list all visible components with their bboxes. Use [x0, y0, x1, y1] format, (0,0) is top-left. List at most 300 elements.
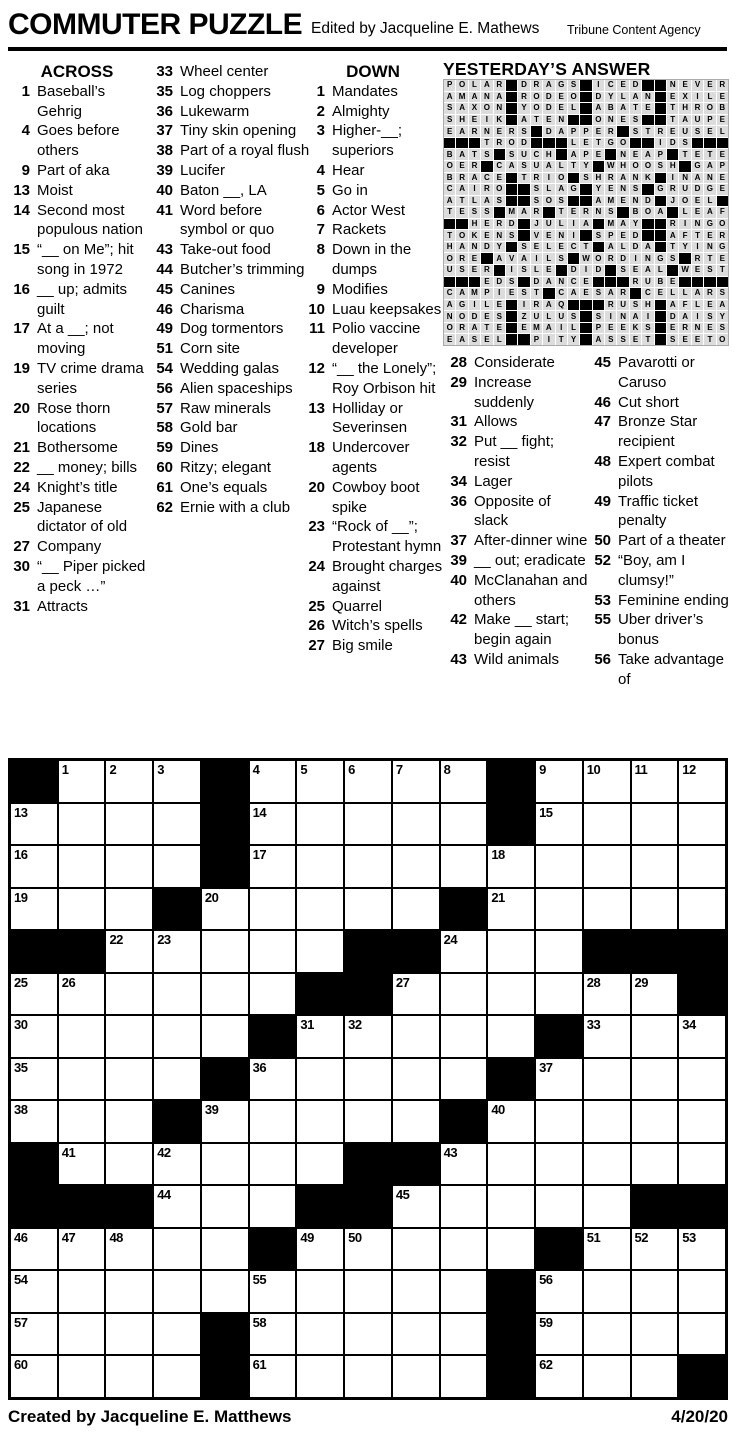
grid-cell[interactable] [58, 888, 106, 931]
clue-across-38 [149, 141, 312, 161]
answer-black-cell [506, 103, 517, 114]
clue-number: 37 [450, 532, 467, 550]
answer-black-cell [642, 80, 653, 91]
answer-letter-cell: S [679, 138, 690, 149]
grid-cell[interactable] [58, 1228, 106, 1271]
grid-cell[interactable] [344, 1355, 392, 1398]
clue-across-30 [6, 557, 148, 597]
grid-cell[interactable] [678, 888, 726, 931]
answer-black-cell [456, 219, 467, 230]
grid-cell[interactable] [583, 1313, 631, 1356]
answer-letter-cell: I [469, 300, 480, 311]
grid-cell[interactable] [440, 1355, 488, 1398]
answer-letter-cell: O [531, 92, 542, 103]
grid-cell[interactable] [678, 1143, 726, 1186]
grid-cell[interactable] [153, 845, 201, 888]
grid-cell[interactable] [105, 1355, 153, 1398]
grid-cell-number: 42 [157, 1144, 171, 1160]
grid-cell[interactable] [535, 1355, 583, 1398]
answer-letter-cell: S [630, 115, 641, 126]
answer-letter-cell: Q [556, 300, 567, 311]
grid-cell[interactable] [535, 973, 583, 1016]
grid-cell[interactable] [249, 973, 297, 1016]
answer-letter-cell: A [543, 277, 554, 288]
grid-cell[interactable] [583, 1143, 631, 1186]
grid-cell[interactable] [296, 1100, 344, 1143]
answer-letter-cell: A [444, 196, 455, 207]
grid-cell[interactable] [392, 803, 440, 846]
grid-cell[interactable] [487, 1100, 535, 1143]
grid-cell[interactable] [678, 1015, 726, 1058]
clue-number: 35 [156, 82, 173, 100]
answer-black-cell [593, 277, 604, 288]
clue-text: At a __; not moving [37, 320, 114, 358]
grid-cell[interactable] [631, 888, 679, 931]
grid-cell[interactable] [10, 1228, 58, 1271]
grid-cell[interactable] [105, 760, 153, 803]
clue-text: __ up; admits guilt [37, 280, 128, 318]
grid-cell[interactable] [678, 1058, 726, 1101]
grid-cell[interactable] [631, 1100, 679, 1143]
grid-cell[interactable] [678, 760, 726, 803]
answer-letter-cell: G [704, 184, 715, 195]
grid-cell-number: 51 [586, 1229, 601, 1245]
grid-cell[interactable] [249, 888, 297, 931]
answer-letter-cell: E [717, 149, 728, 160]
answer-black-cell [444, 219, 455, 230]
grid-cell[interactable] [535, 1185, 583, 1228]
grid-cell[interactable] [58, 1100, 106, 1143]
grid-cell[interactable] [487, 888, 535, 931]
grid-cell[interactable] [631, 1143, 679, 1186]
grid-cell[interactable] [249, 1313, 297, 1356]
clue-down-52 [587, 551, 736, 591]
answer-letter-cell: H [444, 242, 455, 253]
clue-number: 45 [156, 280, 173, 298]
grid-black-cell [583, 930, 631, 973]
answer-letter-cell: I [543, 173, 554, 184]
grid-cell[interactable] [296, 760, 344, 803]
grid-cell[interactable] [440, 1228, 488, 1271]
answer-letter-cell: L [543, 311, 554, 322]
clue-text: Mandates [332, 82, 398, 100]
answer-letter-cell: S [717, 288, 728, 299]
grid-cell[interactable] [105, 1100, 153, 1143]
grid-cell[interactable] [631, 1355, 679, 1398]
grid-cell[interactable] [201, 973, 249, 1016]
grid-cell[interactable] [440, 1143, 488, 1186]
grid-cell[interactable] [440, 845, 488, 888]
grid-cell[interactable] [583, 1058, 631, 1101]
grid-cell[interactable] [631, 760, 679, 803]
grid-cell[interactable] [10, 1058, 58, 1101]
grid-cell[interactable] [344, 1100, 392, 1143]
answer-letter-cell: N [617, 149, 628, 160]
answer-letter-cell: I [556, 323, 567, 334]
grid-cell-number: 55 [252, 1272, 267, 1288]
grid-cell[interactable] [535, 1313, 583, 1356]
grid-black-cell [153, 888, 201, 931]
grid-cell[interactable] [153, 760, 201, 803]
answer-letter-cell: E [667, 92, 678, 103]
grid-cell-number: 32 [348, 1017, 362, 1033]
answer-letter-cell: R [531, 173, 542, 184]
grid-cell[interactable] [105, 973, 153, 1016]
grid-cell[interactable] [440, 1313, 488, 1356]
grid-cell[interactable] [392, 1313, 440, 1356]
grid-cell[interactable] [249, 803, 297, 846]
answer-letter-cell: C [481, 173, 492, 184]
grid-cell[interactable] [440, 1185, 488, 1228]
clue-text: Part of aka [37, 161, 110, 179]
grid-cell[interactable] [631, 1228, 679, 1271]
grid-cell[interactable] [58, 1058, 106, 1101]
answer-black-cell [506, 300, 517, 311]
grid-cell[interactable] [10, 1015, 58, 1058]
grid-cell[interactable] [296, 1143, 344, 1186]
clue-number: 18 [308, 439, 325, 457]
grid-cell[interactable] [631, 973, 679, 1016]
grid-cell[interactable] [153, 1270, 201, 1313]
grid-cell[interactable] [153, 803, 201, 846]
grid-cell[interactable] [58, 1143, 106, 1186]
grid-cell[interactable] [153, 1015, 201, 1058]
grid-cell[interactable] [249, 930, 297, 973]
clue-text: Down in the dumps [332, 241, 412, 278]
answer-black-cell [518, 184, 529, 195]
grid-cell[interactable] [440, 930, 488, 973]
grid-cell[interactable] [392, 1185, 440, 1228]
grid-cell[interactable] [392, 845, 440, 888]
answer-letter-cell: A [642, 149, 653, 160]
grid-cell[interactable] [249, 1270, 297, 1313]
clue-text: Raw minerals [180, 399, 271, 417]
clue-number: 24 [13, 478, 30, 496]
grid-cell[interactable] [440, 1015, 488, 1058]
grid-cell[interactable] [631, 1058, 679, 1101]
grid-cell[interactable] [344, 1313, 392, 1356]
answer-letter-cell: K [469, 230, 480, 241]
answer-letter-cell: I [543, 334, 554, 345]
grid-cell[interactable] [344, 803, 392, 846]
grid-cell[interactable] [487, 973, 535, 1016]
answer-black-cell [580, 334, 591, 345]
grid-cell[interactable] [487, 1143, 535, 1186]
grid-cell[interactable] [392, 1100, 440, 1143]
grid-cell[interactable] [105, 1228, 153, 1271]
grid-cell[interactable] [201, 1185, 249, 1228]
grid-cell[interactable] [10, 803, 58, 846]
grid-black-cell [296, 973, 344, 1016]
grid-cell[interactable] [10, 1100, 58, 1143]
grid-cell[interactable] [535, 930, 583, 973]
grid-cell[interactable] [392, 1015, 440, 1058]
clue-number: 54 [156, 359, 173, 377]
grid-cell[interactable] [631, 1313, 679, 1356]
answer-black-cell [481, 253, 492, 264]
grid-cell[interactable] [153, 1143, 201, 1186]
grid-cell[interactable] [344, 760, 392, 803]
grid-cell[interactable] [392, 888, 440, 931]
grid-cell[interactable] [631, 845, 679, 888]
grid-cell[interactable] [296, 1270, 344, 1313]
answer-letter-cell: I [642, 311, 653, 322]
grid-cell[interactable] [344, 1270, 392, 1313]
grid-cell[interactable] [583, 1270, 631, 1313]
answer-black-cell [481, 161, 492, 172]
grid-cell[interactable] [678, 1313, 726, 1356]
grid-cell[interactable] [678, 845, 726, 888]
grid-cell[interactable] [201, 1100, 249, 1143]
answer-letter-cell: H [667, 161, 678, 172]
grid-cell[interactable] [583, 1100, 631, 1143]
grid-cell[interactable] [392, 1228, 440, 1271]
answer-letter-cell: N [494, 103, 505, 114]
grid-cell[interactable] [58, 1355, 106, 1398]
answer-letter-cell: N [494, 230, 505, 241]
answer-letter-cell: S [494, 311, 505, 322]
grid-cell[interactable] [487, 845, 535, 888]
answer-letter-cell: A [543, 161, 554, 172]
grid-cell[interactable] [249, 1355, 297, 1398]
grid-cell[interactable] [392, 1058, 440, 1101]
answer-letter-cell: C [444, 184, 455, 195]
grid-cell[interactable] [249, 1058, 297, 1101]
grid-cell[interactable] [58, 1270, 106, 1313]
grid-cell[interactable] [535, 1100, 583, 1143]
answer-letter-cell: S [518, 126, 529, 137]
clue-across-62 [149, 498, 312, 518]
grid-cell[interactable] [58, 803, 106, 846]
grid-cell[interactable] [535, 760, 583, 803]
clue-text: Considerate [474, 354, 555, 371]
grid-cell[interactable] [440, 803, 488, 846]
grid-cell[interactable] [58, 1015, 106, 1058]
grid-cell[interactable] [201, 1270, 249, 1313]
answer-letter-cell: R [667, 184, 678, 195]
grid-cell[interactable] [201, 930, 249, 973]
grid-cell[interactable] [58, 973, 106, 1016]
grid-cell[interactable] [105, 1313, 153, 1356]
answer-black-cell [506, 173, 517, 184]
answer-black-cell [518, 277, 529, 288]
answer-letter-cell: D [630, 80, 641, 91]
answer-letter-cell: B [655, 277, 666, 288]
grid-cell[interactable] [296, 930, 344, 973]
grid-cell[interactable] [249, 845, 297, 888]
grid-cell[interactable] [296, 1015, 344, 1058]
grid-cell[interactable] [201, 1143, 249, 1186]
grid-black-cell [631, 1185, 679, 1228]
grid-cell[interactable] [631, 1015, 679, 1058]
grid-cell-number: 3 [157, 762, 164, 777]
grid-cell[interactable] [296, 1058, 344, 1101]
grid-cell[interactable] [344, 845, 392, 888]
answer-letter-cell: N [481, 92, 492, 103]
grid-cell[interactable] [583, 888, 631, 931]
answer-black-cell [568, 196, 579, 207]
answer-letter-cell: A [580, 219, 591, 230]
grid-cell[interactable] [344, 1228, 392, 1271]
grid-cell[interactable] [296, 888, 344, 931]
grid-cell[interactable] [58, 845, 106, 888]
grid-cell[interactable] [344, 1058, 392, 1101]
answer-letter-cell: L [494, 334, 505, 345]
grid-cell[interactable] [344, 1015, 392, 1058]
answer-letter-cell: E [481, 311, 492, 322]
answer-black-cell [580, 323, 591, 334]
grid-cell[interactable] [487, 930, 535, 973]
answer-letter-cell: H [469, 219, 480, 230]
grid-cell[interactable] [153, 973, 201, 1016]
grid-cell[interactable] [583, 1228, 631, 1271]
grid-cell[interactable] [487, 1015, 535, 1058]
grid-cell[interactable] [631, 803, 679, 846]
grid-cell[interactable] [296, 845, 344, 888]
grid-cell[interactable] [201, 1015, 249, 1058]
grid-cell[interactable] [153, 1313, 201, 1356]
grid-cell[interactable] [631, 1270, 679, 1313]
grid-cell[interactable] [440, 973, 488, 1016]
grid-cell[interactable] [153, 1185, 201, 1228]
grid-cell[interactable] [153, 1355, 201, 1398]
answer-letter-cell: D [630, 242, 641, 253]
crossword-grid [8, 758, 728, 1400]
answer-black-cell [580, 196, 591, 207]
grid-cell[interactable] [535, 1270, 583, 1313]
answer-letter-cell: R [692, 103, 703, 114]
clue-text: Japanese dictator of old [37, 498, 128, 536]
grid-cell[interactable] [153, 930, 201, 973]
grid-cell[interactable] [583, 973, 631, 1016]
grid-cell[interactable] [583, 1185, 631, 1228]
grid-cell[interactable] [249, 1100, 297, 1143]
clue-number: 27 [13, 538, 30, 556]
answer-letter-cell: I [568, 230, 579, 241]
grid-cell[interactable] [535, 803, 583, 846]
grid-cell[interactable] [105, 845, 153, 888]
grid-cell[interactable] [344, 888, 392, 931]
answer-letter-cell: T [531, 115, 542, 126]
grid-cell[interactable] [678, 1228, 726, 1271]
clue-across-25 [6, 498, 148, 538]
grid-cell[interactable] [105, 803, 153, 846]
grid-cell[interactable] [296, 1228, 344, 1271]
answer-letter-cell: T [518, 173, 529, 184]
grid-cell[interactable] [392, 1270, 440, 1313]
grid-cell[interactable] [678, 1270, 726, 1313]
grid-cell[interactable] [10, 888, 58, 931]
grid-cell[interactable] [153, 1058, 201, 1101]
grid-cell[interactable] [58, 760, 106, 803]
grid-cell[interactable] [105, 1270, 153, 1313]
clue-number: 8 [316, 241, 325, 259]
grid-cell[interactable] [440, 760, 488, 803]
grid-cell[interactable] [392, 760, 440, 803]
answer-letter-cell: A [543, 80, 554, 91]
clue-across-9 [6, 161, 148, 181]
grid-cell[interactable] [487, 1185, 535, 1228]
clue-across-57 [149, 399, 312, 419]
grid-cell[interactable] [58, 1313, 106, 1356]
agency-line: Tribune Content Agency [567, 23, 701, 37]
grid-cell[interactable] [583, 760, 631, 803]
grid-cell[interactable] [153, 1228, 201, 1271]
answer-black-cell [617, 277, 628, 288]
grid-cell[interactable] [583, 803, 631, 846]
grid-cell[interactable] [535, 888, 583, 931]
grid-cell-number: 6 [348, 762, 355, 777]
grid-cell[interactable] [10, 1355, 58, 1398]
grid-cell[interactable] [10, 1313, 58, 1356]
answer-black-cell [655, 196, 666, 207]
grid-cell[interactable] [392, 973, 440, 1016]
grid-cell[interactable] [296, 1313, 344, 1356]
grid-cell[interactable] [487, 1228, 535, 1271]
clue-text: Quarrel [332, 597, 383, 615]
answer-letter-cell: E [568, 207, 579, 218]
grid-cell[interactable] [10, 973, 58, 1016]
answer-letter-cell: H [679, 103, 690, 114]
answer-letter-cell: S [481, 207, 492, 218]
grid-cell[interactable] [201, 1228, 249, 1271]
grid-cell[interactable] [10, 845, 58, 888]
grid-cell[interactable] [535, 845, 583, 888]
grid-cell-number: 15 [539, 804, 553, 820]
answer-letter-cell: E [444, 334, 455, 345]
grid-cell[interactable] [249, 1143, 297, 1186]
grid-cell[interactable] [10, 1270, 58, 1313]
grid-cell[interactable] [535, 1058, 583, 1101]
answer-letter-cell: E [580, 288, 591, 299]
grid-cell[interactable] [105, 1058, 153, 1101]
grid-cell[interactable] [583, 1355, 631, 1398]
answer-letter-cell: A [543, 323, 554, 334]
grid-cell[interactable] [535, 1143, 583, 1186]
grid-cell[interactable] [678, 1100, 726, 1143]
answer-black-cell [531, 138, 542, 149]
clue-number: 56 [156, 379, 173, 397]
grid-cell[interactable] [678, 803, 726, 846]
clue-down-7 [301, 220, 445, 240]
grid-cell[interactable] [249, 1185, 297, 1228]
grid-cell[interactable] [105, 930, 153, 973]
grid-cell[interactable] [583, 845, 631, 888]
clue-number: 11 [309, 320, 325, 338]
answer-letter-cell: E [543, 115, 554, 126]
answer-black-cell [469, 277, 480, 288]
grid-cell[interactable] [440, 1058, 488, 1101]
answer-black-cell [679, 253, 690, 264]
across-clue-list-1 [6, 82, 148, 617]
clue-number: 20 [308, 478, 325, 496]
grid-cell[interactable] [249, 760, 297, 803]
grid-cell[interactable] [296, 1355, 344, 1398]
clue-across-1 [6, 82, 148, 122]
grid-cell[interactable] [201, 888, 249, 931]
answer-letter-cell: N [556, 277, 567, 288]
grid-cell[interactable] [105, 1143, 153, 1186]
answer-letter-cell: S [469, 207, 480, 218]
grid-cell[interactable] [105, 888, 153, 931]
grid-cell[interactable] [392, 1355, 440, 1398]
grid-cell-number: 10 [586, 762, 601, 777]
answer-black-cell [456, 277, 467, 288]
grid-cell[interactable] [583, 1015, 631, 1058]
grid-cell[interactable] [105, 1015, 153, 1058]
grid-cell[interactable] [296, 803, 344, 846]
grid-cell[interactable] [440, 1270, 488, 1313]
